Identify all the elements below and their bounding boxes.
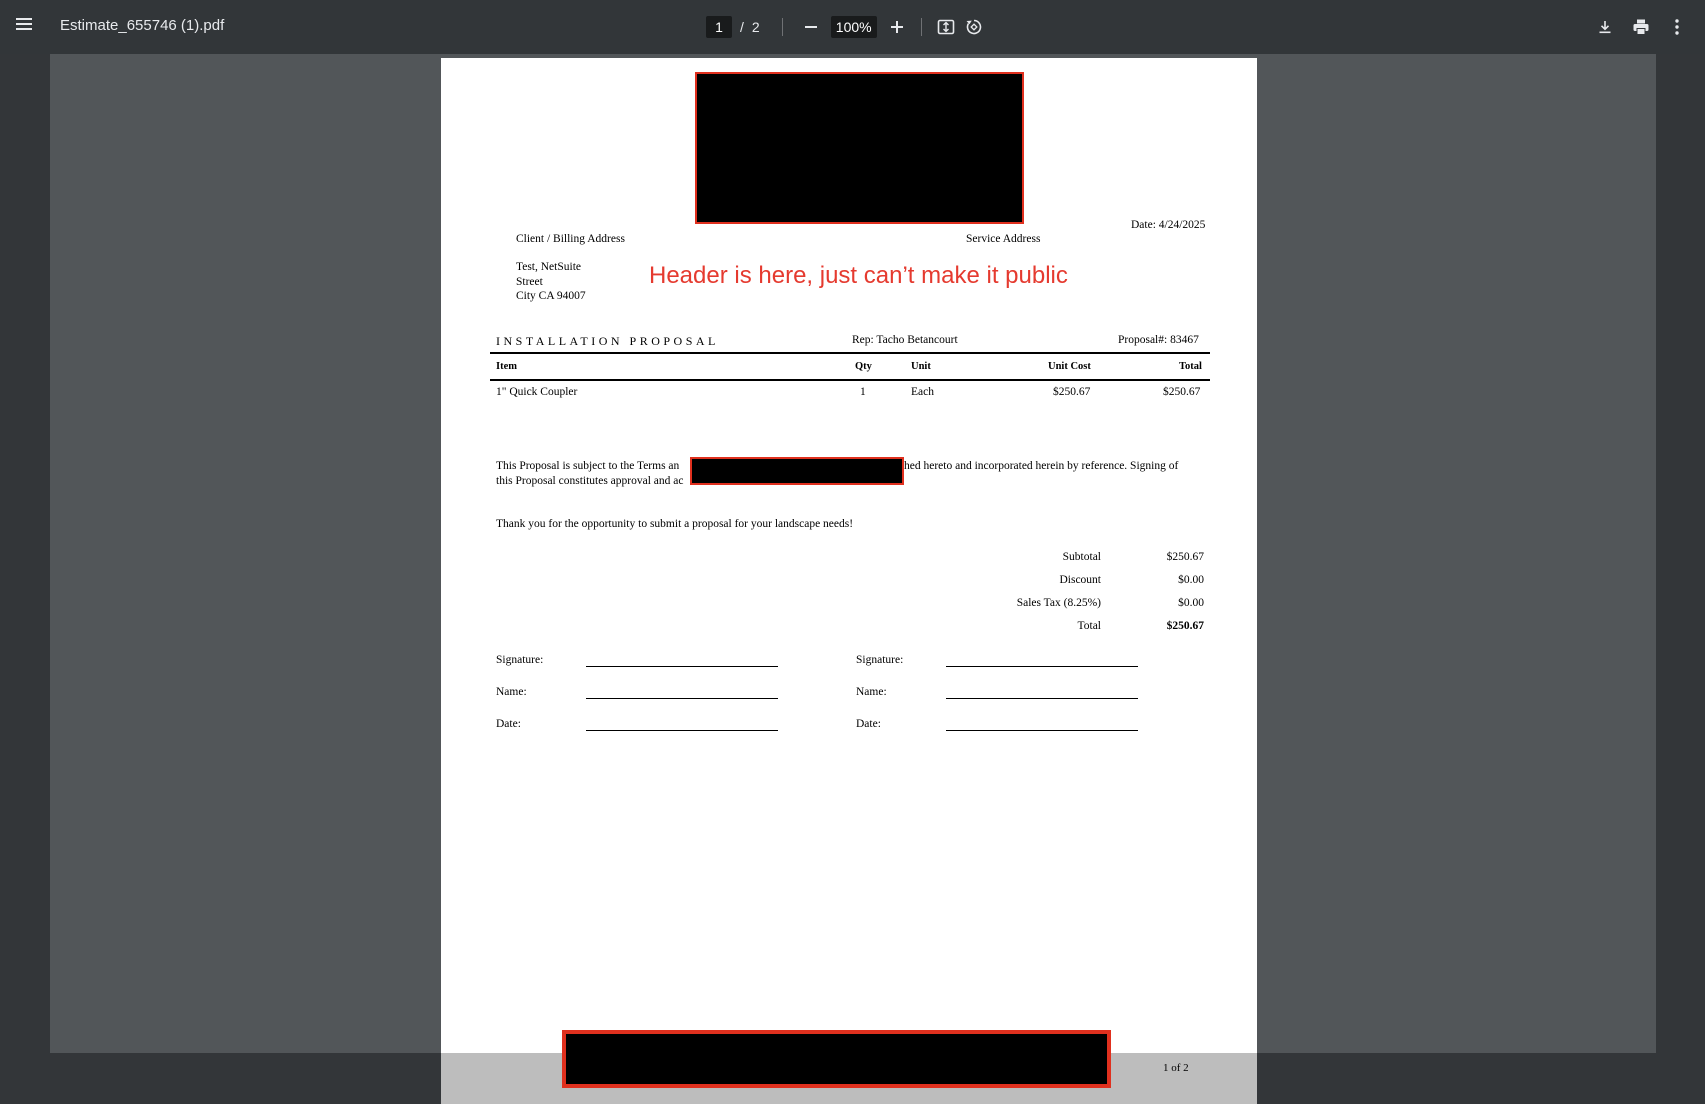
col-header-total: Total: [1179, 361, 1202, 372]
discount-value: $0.00: [1178, 574, 1204, 586]
terms-line-1-end: hed hereto and incorporated herein by reference. Signing of: [904, 460, 1179, 472]
signature-label-right: Signature:: [856, 654, 904, 666]
page-zoom-controls: [706, 14, 988, 40]
zoom-in-icon[interactable]: [883, 13, 911, 41]
name-label-left: Name:: [496, 686, 527, 698]
download-icon[interactable]: [1591, 13, 1619, 41]
fit-page-icon[interactable]: [932, 13, 960, 41]
estimate-date: Date: 4/24/2025: [1131, 219, 1206, 231]
row-qty: 1: [860, 386, 866, 398]
service-address-label: Service Address: [966, 233, 1041, 245]
print-icon[interactable]: [1627, 13, 1655, 41]
redacted-logo: [695, 72, 1024, 224]
signature-line-left: [586, 666, 778, 667]
name-label-right: Name:: [856, 686, 887, 698]
redacted-footer: [562, 1030, 1111, 1088]
header-annotation-note: Header is here, just can’t make it public: [649, 262, 1068, 289]
terms-line-1-start: This Proposal is subject to the Terms an: [496, 460, 680, 472]
row-unit-cost: $250.67: [1053, 386, 1091, 398]
proposal-number: Proposal#: 83467: [1118, 334, 1199, 346]
row-total: $250.67: [1163, 386, 1201, 398]
client-address-label: Client / Billing Address: [516, 233, 625, 245]
page-count: 1 of 2: [1163, 1062, 1189, 1074]
col-header-qty: Qty: [855, 361, 872, 372]
row-unit: Each: [911, 386, 934, 398]
date-line-right: [946, 730, 1138, 731]
toolbar-divider: [921, 18, 922, 36]
toolbar-actions: [1591, 13, 1691, 41]
subtotal-value: $250.67: [1166, 551, 1204, 563]
terms-line-2-start: this Proposal constitutes approval and ac: [496, 475, 684, 487]
signature-line-right: [946, 666, 1138, 667]
date-label-left: Date:: [496, 718, 521, 730]
total-value: $250.67: [1166, 620, 1204, 632]
col-header-unit: Unit: [911, 361, 931, 372]
rep-name: Rep: Tacho Betancourt: [852, 334, 958, 346]
date-line-left: [586, 730, 778, 731]
col-header-unit-cost: Unit Cost: [1048, 361, 1091, 372]
thank-you-message: Thank you for the opportunity to submit a proposal for your landscape needs!: [496, 518, 854, 530]
row-item: 1" Quick Coupler: [496, 386, 578, 398]
menu-icon[interactable]: [16, 16, 40, 38]
col-header-item: Item: [496, 361, 517, 372]
subtotal-label: Subtotal: [1062, 551, 1101, 563]
discount-label: Discount: [1059, 574, 1101, 586]
name-line-right: [946, 698, 1138, 699]
total-pages: 2: [751, 19, 760, 35]
client-line-1: Test, NetSuite: [516, 261, 581, 273]
total-label: Total: [1077, 620, 1101, 632]
rotate-icon[interactable]: [960, 13, 988, 41]
client-line-3: City CA 94007: [516, 290, 586, 302]
more-vert-icon[interactable]: [1663, 13, 1691, 41]
file-name: Estimate_655746 (1).pdf: [60, 17, 225, 34]
toolbar-divider: [782, 18, 783, 36]
redacted-terms: [690, 457, 904, 485]
zoom-out-icon[interactable]: [797, 13, 825, 41]
table-top-rule: [490, 352, 1210, 354]
proposal-heading: INSTALLATION PROPOSAL: [496, 334, 719, 348]
table-header-rule: [490, 379, 1210, 381]
sales-tax-value: $0.00: [1178, 597, 1204, 609]
client-line-2: Street: [516, 276, 543, 288]
page-separator: /: [740, 19, 744, 35]
page-number-input[interactable]: [706, 16, 732, 38]
zoom-input[interactable]: [831, 16, 877, 38]
signature-label-left: Signature:: [496, 654, 544, 666]
pdf-page: [441, 58, 1257, 1104]
date-label-right: Date:: [856, 718, 881, 730]
name-line-left: [586, 698, 778, 699]
sales-tax-label: Sales Tax (8.25%): [1016, 597, 1101, 609]
pdf-toolbar: [0, 0, 1705, 54]
